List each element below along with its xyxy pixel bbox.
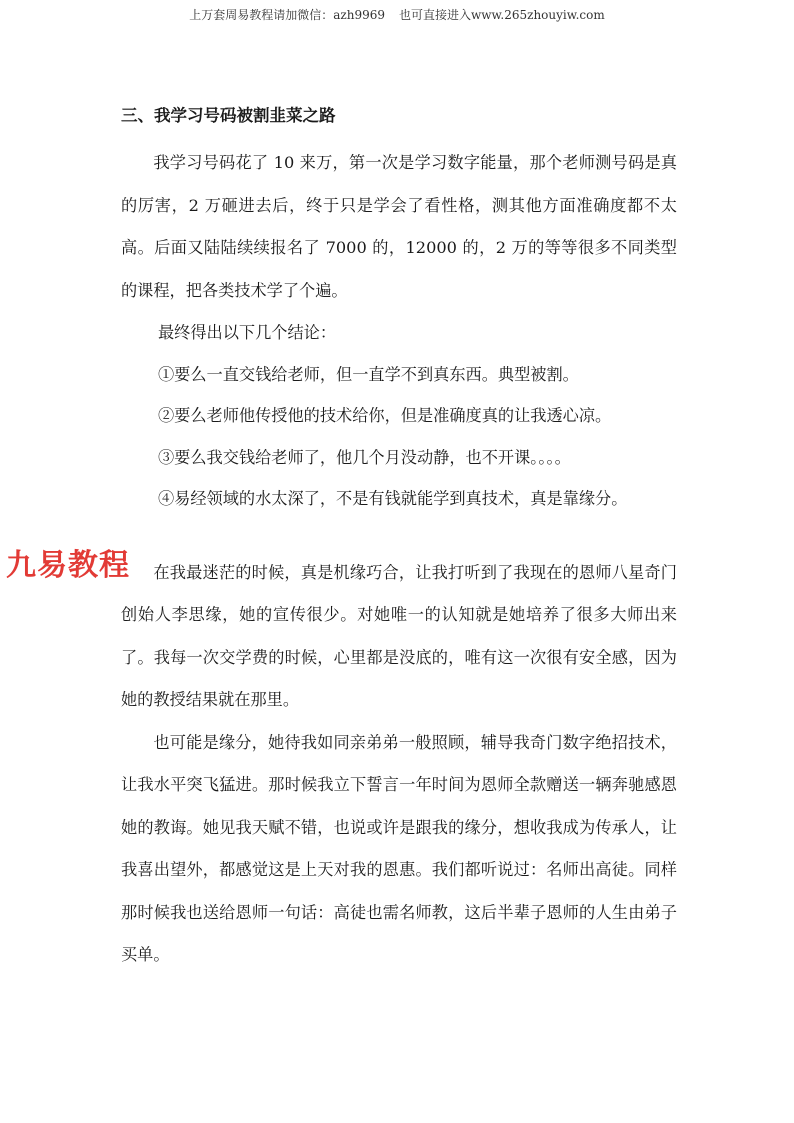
paragraph-mentorship: 也可能是缘分，她待我如同亲弟弟一般照顾，辅导我奇门数字绝招技术，让我水平突飞猛进。那时候我立下誓言一年时间为恩师全款赠送一辆奔驰感恩她的教诲。她见我天赋不错，也说或许是跟我的缘分，想收我成为传承人，让我喜出望外，都感觉这是上天对我的恩惠。我们都听说过：名师出高徒。同样那时候我也送给恩师一句话：高徒也需名师教，这后半辈子恩师的人生由弟子买单。 xyxy=(121,732,677,964)
conclusion-item: ②要么老师他传授他的技术给你，但是准确度真的让我透心凉。 xyxy=(158,406,612,425)
page-header-note xyxy=(0,6,794,23)
header-note-website: 也可直接进入www.265zhouyiw.com xyxy=(399,8,605,22)
conclusion-item: ③要么我交钱给老师了，他几个月没动静，也不开课。。。。 xyxy=(158,447,571,467)
watermark-logo: 九易教程 xyxy=(6,548,130,583)
header-note-wechat: 上万套周易教程请加微信：azh9969 xyxy=(189,8,386,22)
spacer xyxy=(121,520,677,552)
conclusion-item: ④易经领域的水太深了，不是有钱就能学到真技术，真是靠缘分。 xyxy=(158,489,628,508)
paragraph-meeting-teacher: 在我最迷茫的时候，真是机缘巧合，让我打听到了我现在的恩师八星奇门创始人李思缘，她的宣传很少。对她唯一的认知就是她培养了很多大师出来了。我每一次交学费的时候，心里都是没底的，唯有这一次很有安全感，因为她的教授结果就在那里。 xyxy=(121,562,677,709)
document-body xyxy=(121,100,677,977)
conclusion-intro: 最终得出以下几个结论： xyxy=(158,323,337,342)
section-title: 三、我学习号码被割韭菜之路 xyxy=(121,106,336,125)
conclusion-item: ①要么一直交钱给老师，但一直学不到真东西。典型被割。 xyxy=(158,364,579,384)
paragraph-learning-history: 我学习号码花了 10 来万，第一次是学习数字能量，那个老师测号码是真的厉害，2 万砸进去后，终于只是学会了看性格，测其他方面准确度都不太高。后面又陆陆续续报名了 7000 的，12000 的，2 万的等等很多不同类型的课程，把各类技术学了个遍。 xyxy=(121,153,677,300)
